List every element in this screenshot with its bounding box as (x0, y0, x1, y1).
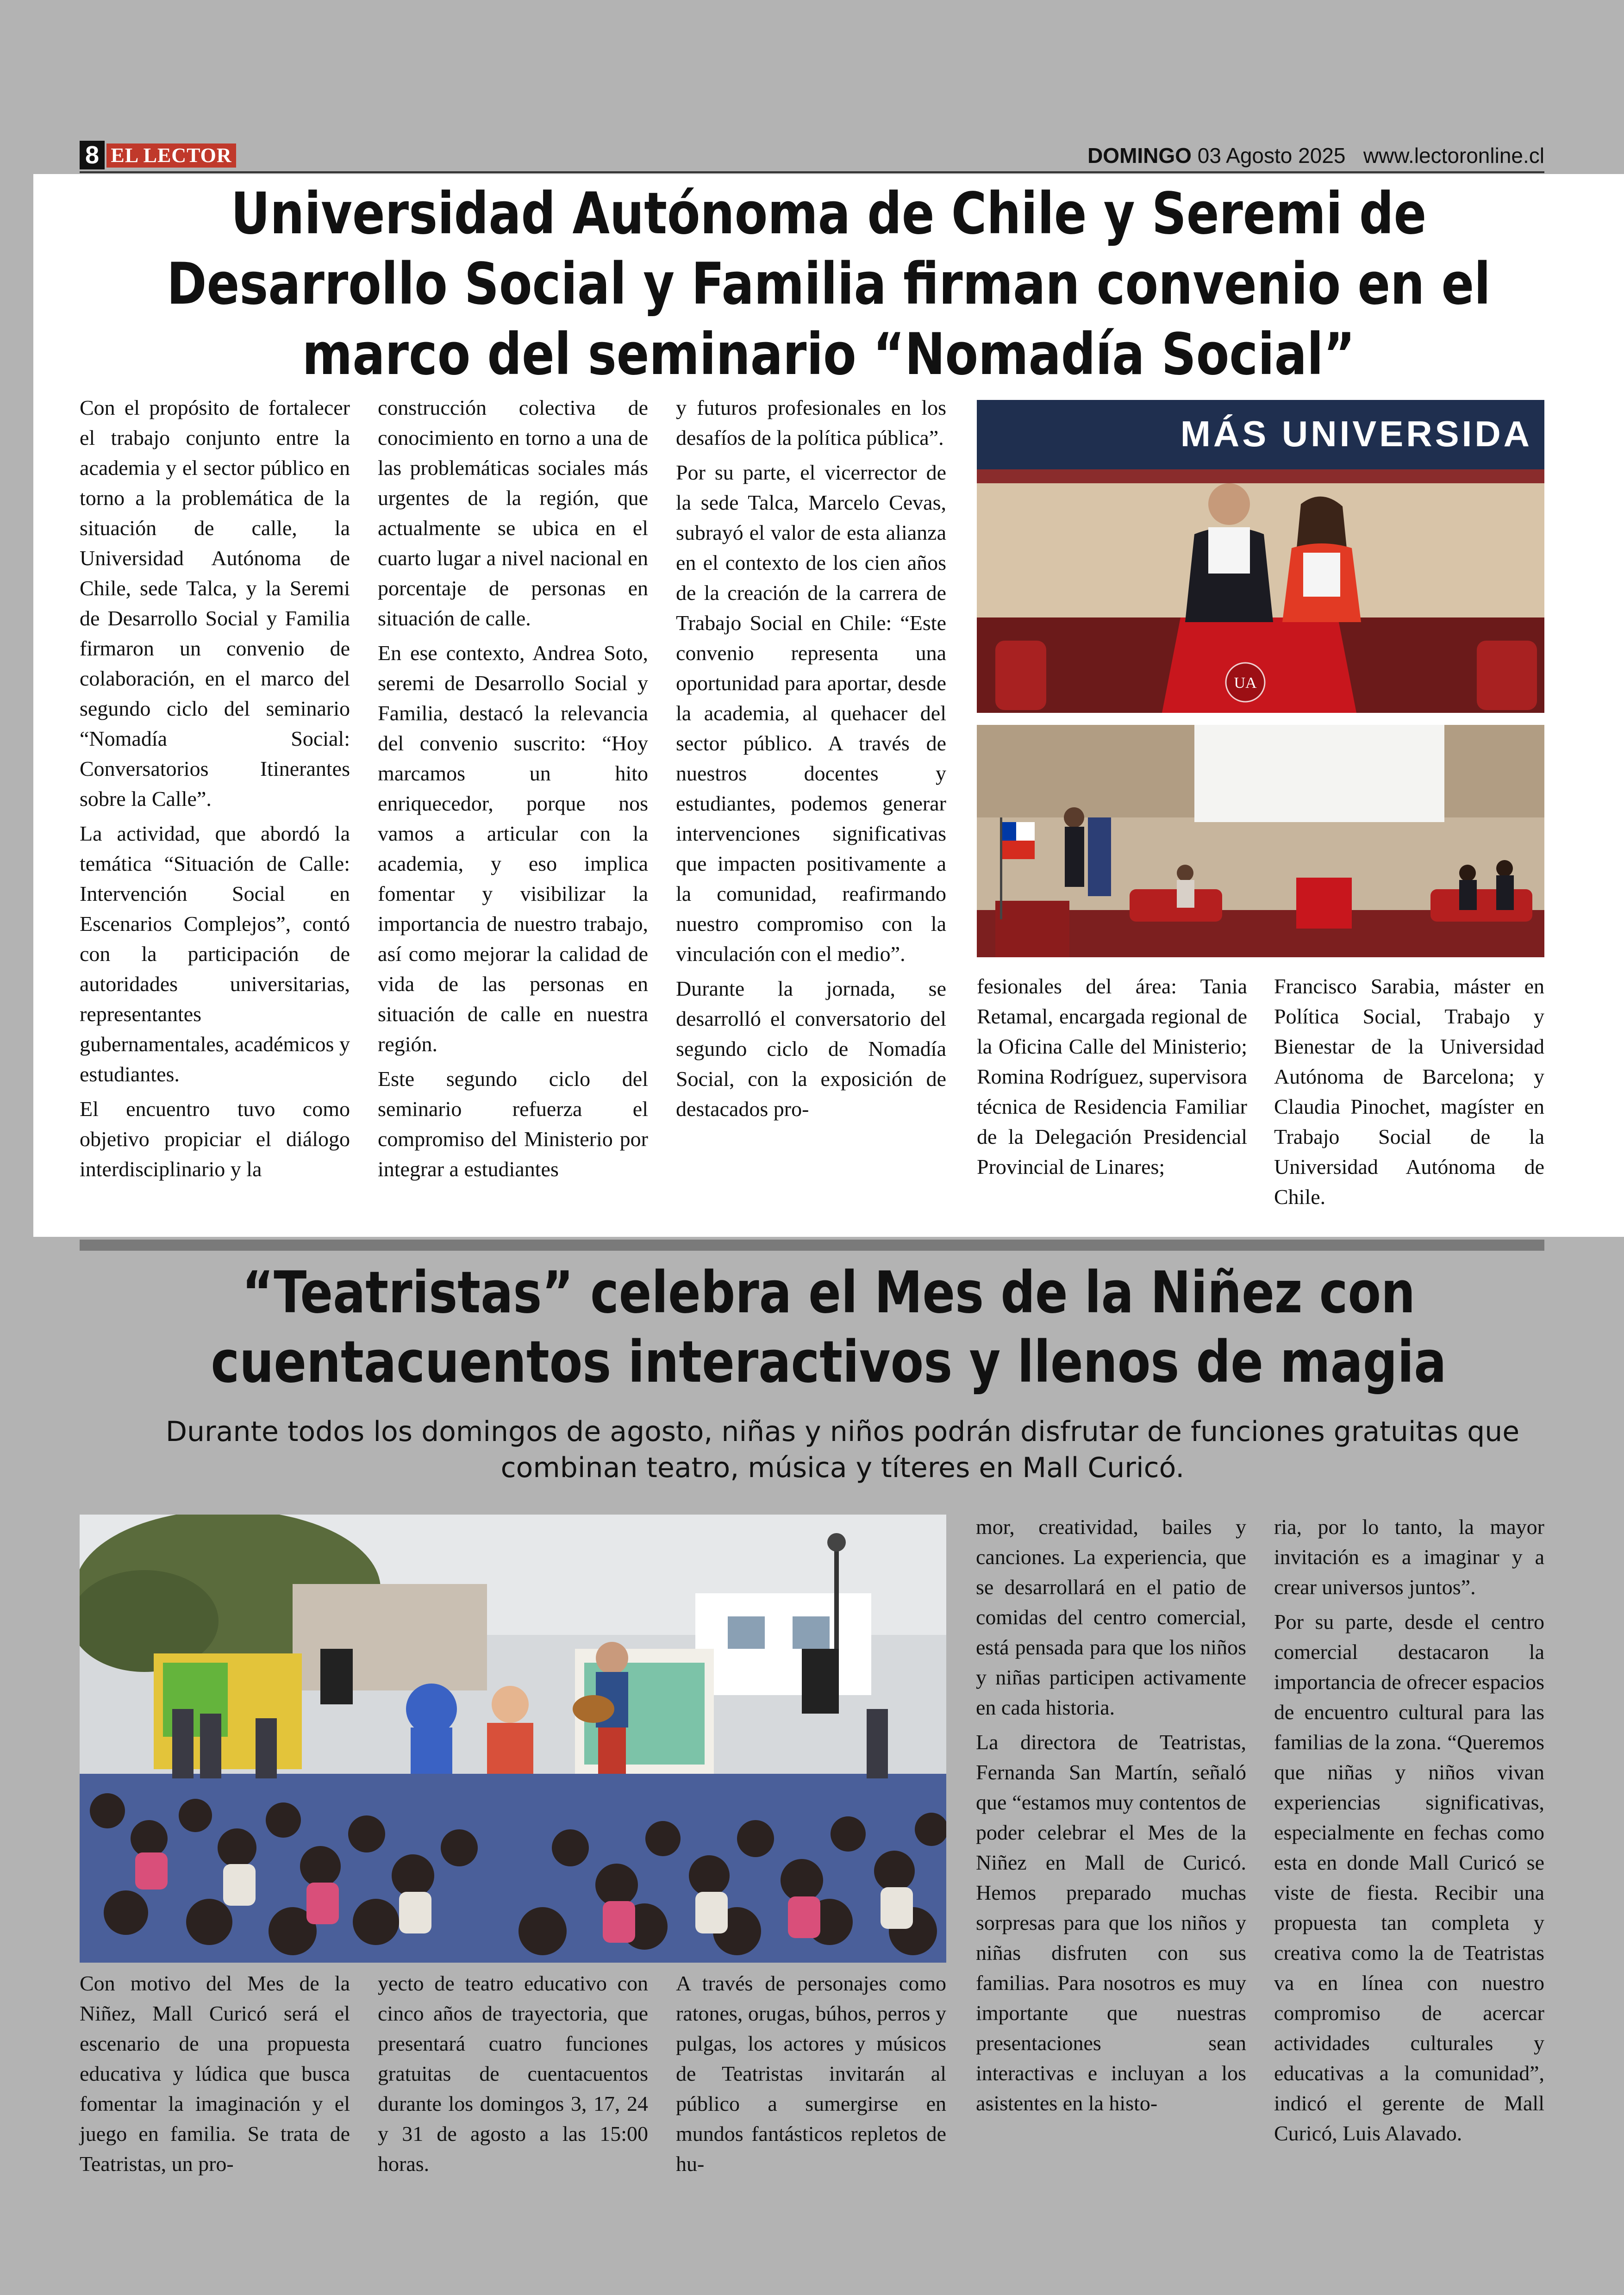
paragraph: La actividad, que abordó la temática “Situación de Calle: Intervención Social en Escenarios Complejos”, contó con la participación de autoridades universitarias, representantes gubernamentales, académicos y estudiantes. (80, 822, 350, 1086)
paragraph: yecto de teatro educativo con cinco años de trayectoria, que presentará cuatro funciones gratuitas de cuentacuentos durante los domingos 3, 17, 24 y 31 de agosto a las 15:00 horas. (378, 1971, 648, 2176)
paragraph: La directora de Teatristas, Fernanda San Martín, señaló que “estamos muy contentos de poder celebrar el Mes de la Niñez en Mall de Curicó. Hemos preparado muchas sorpresas para que los niños y niñas disfruten con sus familias. Para nosotros es muy importante que nuestras presentaciones sean interactivas e incluyan a los asistentes en la histo- (976, 1730, 1246, 2115)
article-teatristas-column-3 (676, 1968, 946, 2183)
paragraph: Con motivo del Mes de la Niñez, Mall Curicó será el escenario de una propuesta educativa y lúdica que busca fomentar la imaginación y el juego en familia. Se trata de Teatristas, un pro- (80, 1971, 350, 2176)
article-convenio-column-1 (80, 393, 350, 1189)
section-divider (80, 1240, 1544, 1251)
paragraph: mor, creatividad, bailes y canciones. La experiencia, que se desarrollará en el patio de comidas del centro comercial, está pensada para que los niños y niñas participen activamente en cada historia. (976, 1515, 1246, 1719)
paragraph: ria, por lo tanto, la mayor invitación es a imaginar y a crear universos juntos”. (1274, 1515, 1544, 1599)
issue-day: DOMINGO (1087, 143, 1192, 168)
article-teatristas-column-4 (976, 1512, 1246, 2123)
article-convenio-column-5 (1274, 971, 1544, 1216)
issue-date: 03 Agosto 2025 (1197, 143, 1346, 168)
date-line (1087, 142, 1544, 169)
paragraph: Durante la jornada, se desarrolló el conversatorio del segundo ciclo de Nomadía Social, con la exposición de destacados pro- (676, 977, 946, 1121)
podium-logo-text: UA (1234, 674, 1257, 692)
article-teatristas-headline: “Teatristas” celebra el Mes de la Niñez con cuentacuentos interactivos y llenos de magia (211, 1260, 1447, 1396)
photo-banner-text: MÁS UNIVERSIDA (1180, 413, 1532, 454)
article-convenio-headline: Universidad Autónoma de Chile y Seremi de Desarrollo Social y Familia firman convenio en el marco del seminario “Nomadía Social” (167, 181, 1491, 388)
signing-ceremony-photo (977, 400, 1544, 713)
newspaper-logo: EL LECTOR (106, 143, 236, 168)
article-convenio-column-3 (676, 393, 946, 1129)
article-teatristas-column-5 (1274, 1512, 1544, 2153)
paragraph: A través de personajes como ratones, orugas, búhos, perros y pulgas, los actores y músicos de Teatristas invitarán al público a sumergirse en mundos fantásticos repletos de hu- (676, 1971, 946, 2176)
article-convenio (33, 174, 1624, 1237)
paragraph: Con el propósito de fortalecer el trabajo conjunto entre la academia y el sector público en torno a la problemática de la situación de calle, la Universidad Autónoma de Chile, sede Talca, y la Seremi de Desarrollo Social y Familia firmaron un convenio de colaboración, en el marco del segundo ciclo del seminario “Nomadía Social: Conversatorios Itinerantes sobre la Calle”. (80, 396, 350, 811)
article-convenio-column-4 (977, 971, 1247, 1186)
article-convenio-column-2 (378, 393, 648, 1189)
article-teatristas-column-1 (80, 1968, 350, 2183)
article-teatristas-column-2 (378, 1968, 648, 2183)
paragraph: y futuros profesionales en los desafíos de la política pública”. (676, 396, 946, 449)
website-link[interactable]: www.lectoronline.cl (1363, 143, 1544, 168)
paragraph: Por su parte, el vicerrector de la sede Talca, Marcelo Cevas, subrayó el valor de esta alianza en el contexto de los cien años de la creación de la carrera de Trabajo Social en Chile: “Este convenio representa una oportunidad para aportar, desde la academia, al quehacer del sector público. A través de nuestros docentes y estudiantes, podemos generar intervenciones significativas que impacten positivamente a la comunidad, reafirmando nuestro compromiso con la vinculación con el medio”. (676, 461, 946, 966)
paragraph: El encuentro tuvo como objetivo propiciar el diálogo interdisciplinario y la (80, 1097, 350, 1181)
paragraph: Francisco Sarabia, máster en Política Social, Trabajo y Bienestar de la Universidad Autónoma de Barcelona; y Claudia Pinochet, magíster en Trabajo Social de la Universidad Autónoma de Chile. (1274, 974, 1544, 1209)
page-number: 8 (80, 141, 105, 169)
article-teatristas-subheadline: Durante todos los domingos de agosto, niñas y niños podrán disfrutar de funciones gratuitas que combinan teatro, música y títeres en Mall Curicó. (165, 1416, 1520, 1484)
paragraph: En ese contexto, Andrea Soto, seremi de Desarrollo Social y Familia, destacó la relevancia del convenio suscrito: “Hoy marcamos un hito enriquecedor, porque nos vamos a articular con la academia, y eso implica fomentar y visibilizar la importancia de nuestro trabajo, así como mejorar la calidad de vida de las personas en situación de calle en nuestra región. (378, 641, 648, 1056)
paragraph: construcción colectiva de conocimiento en torno a una de las problemáticas sociales más urgentes de la región, que actualmente se ubica en el cuarto lugar a nivel nacional en porcentaje de personas en situación de calle. (378, 396, 648, 630)
paragraph: fesionales del área: Tania Retamal, encargada regional de la Oficina Calle del Ministerio; Romina Rodríguez, supervisora técnica de Residencia Familiar de la Delegación Presidencial Provincial de Linares; (977, 974, 1247, 1179)
seminar-panel-photo (977, 725, 1544, 957)
paragraph: Por su parte, desde el centro comercial destacaron la importancia de ofrecer espacios de encuentro cultural para las familias de la zona. “Queremos que niñas y niños vivan experiencias significativas, especialmente en fechas como esta en donde Mall Curicó se viste de fiesta. Recibir una propuesta tan completa y creativa como la de Teatristas va en línea con nuestro compromiso de acercar actividades culturales y educativas a la comunidad”, indicó el gerente de Mall Curicó, Luis Alavado. (1274, 1610, 1544, 2145)
header-rule (80, 171, 1544, 173)
storytelling-event-photo (80, 1515, 946, 1963)
paragraph: Este segundo ciclo del seminario refuerza el compromiso del Ministerio por integrar a estudiantes (378, 1067, 648, 1181)
